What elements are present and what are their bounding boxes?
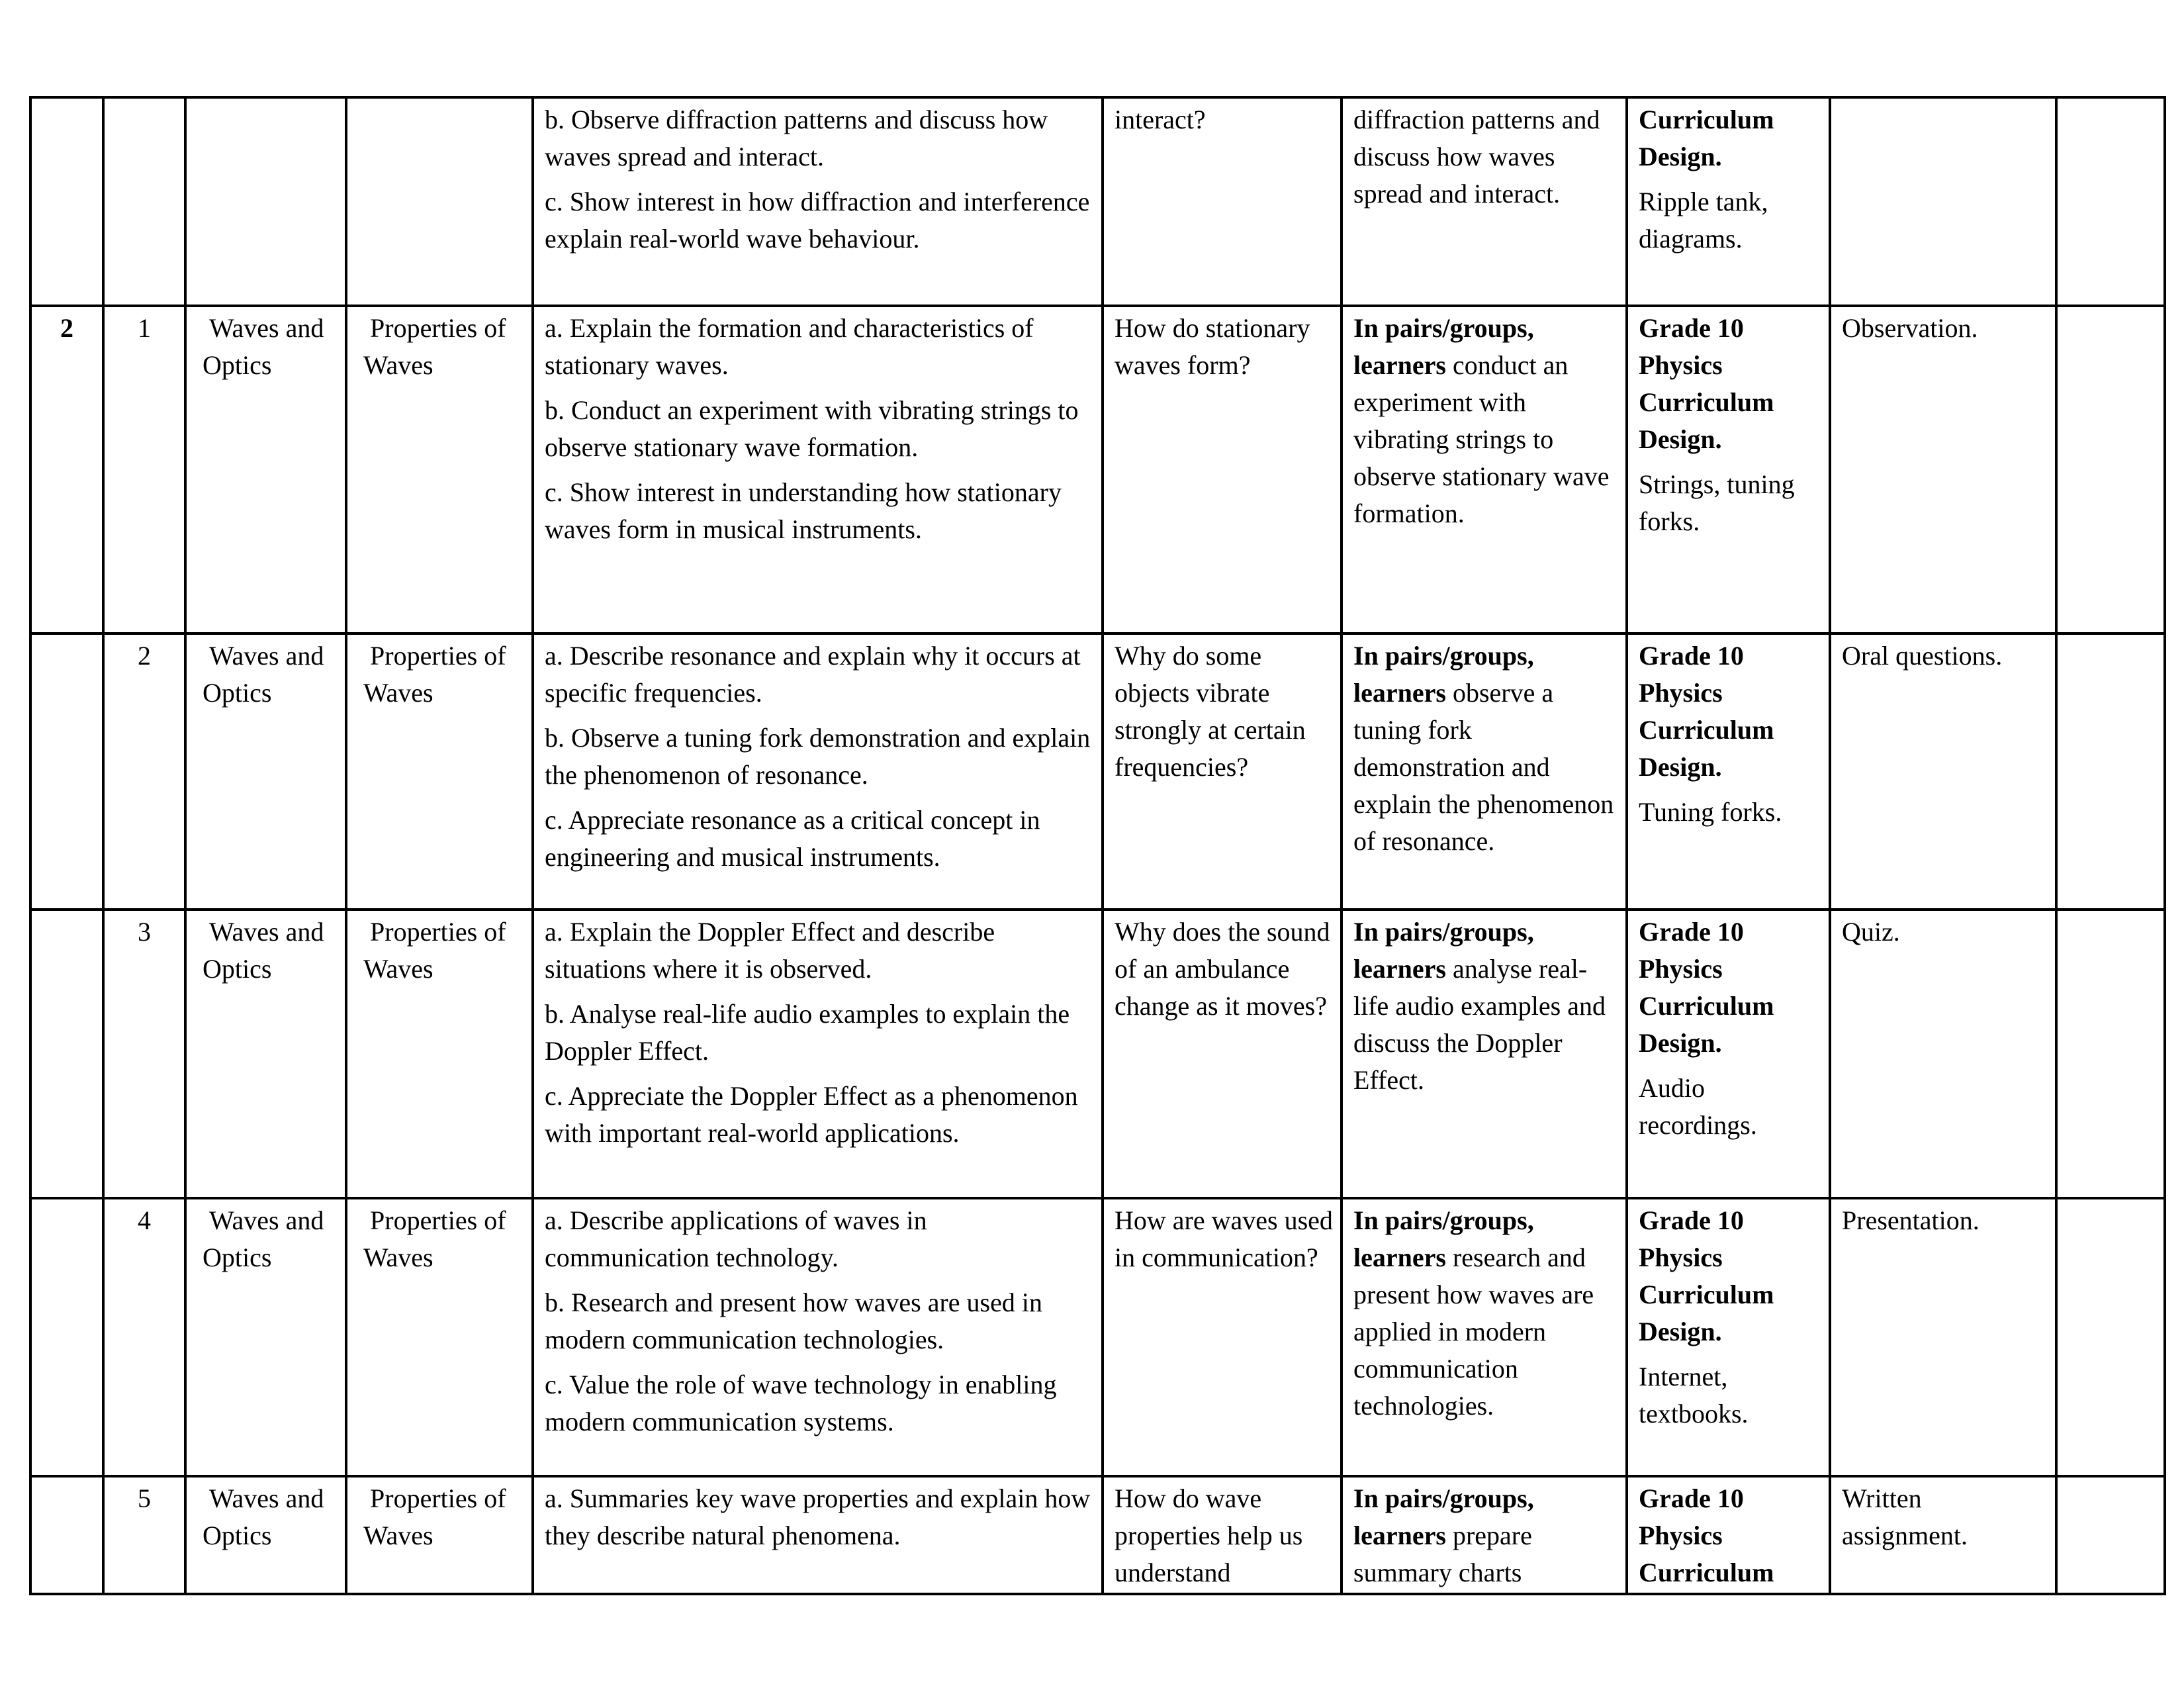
- outcome-item: a. Explain the Doppler Effect and describe situations where it is observed.: [545, 917, 995, 984]
- lesson-cell: 3: [103, 910, 185, 1198]
- resources-cell: [1627, 306, 1830, 633]
- outcome-item: b. Observe a tuning fork demonstration and explain the phenomenon of resonance.: [545, 723, 1091, 790]
- outcomes-cell: [533, 97, 1103, 306]
- lesson-cell: 4: [103, 1198, 185, 1476]
- outcomes-cell: [533, 1198, 1103, 1476]
- outcome-item: a. Describe resonance and explain why it occurs at specific frequencies.: [545, 641, 1081, 708]
- remarks-cell: [2056, 306, 2165, 633]
- outcome-item: c. Appreciate the Doppler Effect as a phenomenon with important real-world applications.: [545, 1081, 1078, 1148]
- experiences-cell: [1342, 910, 1627, 1198]
- table-row: [30, 306, 2165, 633]
- resources-bold: Grade 10 Physics Curriculum: [1639, 1483, 1774, 1587]
- strand-cell: Waves and Optics: [185, 633, 346, 910]
- inquiry-cell: How are waves used in communication?: [1103, 1198, 1342, 1476]
- assessment-cell: Written assignment.: [1830, 1476, 2056, 1594]
- experiences-bold: In pairs/groups, learners: [1353, 641, 1534, 708]
- inquiry-cell: How do stationary waves form?: [1103, 306, 1342, 633]
- resources-cell: [1627, 910, 1830, 1198]
- lesson-cell: [103, 97, 185, 306]
- experiences-bold: In pairs/groups, learners: [1353, 1205, 1534, 1272]
- outcome-item: b. Analyse real-life audio examples to explain the Doppler Effect.: [545, 999, 1070, 1066]
- table-row: [30, 633, 2165, 910]
- assessment-cell: Quiz.: [1830, 910, 2056, 1198]
- remarks-cell: [2056, 910, 2165, 1198]
- resources-bold: Grade 10 Physics Curriculum Design.: [1639, 917, 1774, 1058]
- substrand-cell: Properties of Waves: [346, 633, 533, 910]
- experiences-cell: [1342, 97, 1627, 306]
- resources-cell: [1627, 633, 1830, 910]
- substrand-cell: Properties of Waves: [346, 1476, 533, 1594]
- lesson-cell: 5: [103, 1476, 185, 1594]
- experiences-bold: In pairs/groups, learners: [1353, 1483, 1534, 1550]
- strand-cell: [185, 97, 346, 306]
- remarks-cell: [2056, 633, 2165, 910]
- experiences-cell: [1342, 633, 1627, 910]
- resources-bold: Grade 10 Physics Curriculum Design.: [1639, 1205, 1774, 1346]
- strand-cell: Waves and Optics: [185, 910, 346, 1198]
- experiences-cell: [1342, 306, 1627, 633]
- resources-text: Strings, tuning forks.: [1639, 469, 1795, 536]
- resources-text: Audio recordings.: [1639, 1073, 1757, 1140]
- week-cell: [30, 1476, 103, 1594]
- table-row: [30, 910, 2165, 1198]
- assessment-cell: Observation.: [1830, 306, 2056, 633]
- outcome-item: c. Appreciate resonance as a critical concept in engineering and musical instruments.: [545, 805, 1040, 872]
- experiences-text: diffraction patterns and discuss how waves spread and interact.: [1353, 105, 1600, 209]
- resources-bold: Grade 10 Physics Curriculum Design.: [1639, 641, 1774, 782]
- week-cell: [30, 97, 103, 306]
- table-row: [30, 97, 2165, 306]
- outcomes-cell: [533, 910, 1103, 1198]
- resources-bold: Curriculum Design.: [1639, 105, 1774, 171]
- resources-cell: [1627, 1198, 1830, 1476]
- outcomes-cell: [533, 1476, 1103, 1594]
- resources-cell: [1627, 1476, 1830, 1594]
- substrand-cell: Properties of Waves: [346, 306, 533, 633]
- outcome-item: a. Summaries key wave properties and explain how they describe natural phenomena.: [545, 1483, 1091, 1550]
- experiences-bold: In pairs/groups, learners: [1353, 313, 1534, 380]
- outcomes-cell: [533, 633, 1103, 910]
- outcome-item: b. Observe diffraction patterns and discuss how waves spread and interact.: [545, 105, 1048, 171]
- inquiry-cell: interact?: [1103, 97, 1342, 306]
- lesson-cell: 1: [103, 306, 185, 633]
- lesson-cell: 2: [103, 633, 185, 910]
- remarks-cell: [2056, 1476, 2165, 1594]
- table-row: [30, 1476, 2165, 1594]
- resources-bold: Grade 10 Physics Curriculum Design.: [1639, 313, 1774, 454]
- experiences-cell: [1342, 1198, 1627, 1476]
- substrand-cell: Properties of Waves: [346, 1198, 533, 1476]
- week-cell: [30, 910, 103, 1198]
- experiences-text: analyse real-life audio examples and discuss the Doppler Effect.: [1353, 954, 1606, 1095]
- resources-text: Tuning forks.: [1639, 797, 1782, 827]
- outcome-item: b. Conduct an experiment with vibrating strings to observe stationary wave formation.: [545, 395, 1079, 462]
- week-cell: 2: [30, 306, 103, 633]
- experiences-bold: In pairs/groups, learners: [1353, 917, 1534, 984]
- experiences-text: research and present how waves are applied in modern communication technologies.: [1353, 1243, 1594, 1421]
- scheme-of-work-table: [29, 96, 2166, 1595]
- week-cell: [30, 633, 103, 910]
- outcome-item: a. Describe applications of waves in communication technology.: [545, 1205, 927, 1272]
- resources-cell: [1627, 97, 1830, 306]
- experiences-cell: [1342, 1476, 1627, 1594]
- outcome-item: c. Show interest in how diffraction and interference explain real-world wave behaviour.: [545, 187, 1090, 254]
- experiences-text: prepare summary charts: [1353, 1521, 1532, 1587]
- experiences-text: observe a tuning fork demonstration and explain the phenomenon of resonance.: [1353, 678, 1614, 856]
- remarks-cell: [2056, 97, 2165, 306]
- outcome-item: c. Value the role of wave technology in enabling modern communication systems.: [545, 1370, 1057, 1436]
- assessment-cell: [1830, 97, 2056, 306]
- outcome-item: c. Show interest in understanding how stationary waves form in musical instruments.: [545, 477, 1062, 544]
- assessment-cell: Oral questions.: [1830, 633, 2056, 910]
- week-cell: [30, 1198, 103, 1476]
- substrand-cell: [346, 97, 533, 306]
- experiences-text: conduct an experiment with vibrating strings to observe stationary wave formation.: [1353, 350, 1610, 528]
- strand-cell: Waves and Optics: [185, 306, 346, 633]
- inquiry-cell: Why does the sound of an ambulance change as it moves?: [1103, 910, 1342, 1198]
- resources-text: Internet, textbooks.: [1639, 1362, 1749, 1429]
- outcomes-cell: [533, 306, 1103, 633]
- outcome-item: b. Research and present how waves are used in modern communication technologies.: [545, 1288, 1042, 1354]
- strand-cell: Waves and Optics: [185, 1476, 346, 1594]
- remarks-cell: [2056, 1198, 2165, 1476]
- strand-cell: Waves and Optics: [185, 1198, 346, 1476]
- inquiry-cell: Why do some objects vibrate strongly at certain frequencies?: [1103, 633, 1342, 910]
- resources-text: Ripple tank, diagrams.: [1639, 187, 1768, 254]
- outcome-item: a. Explain the formation and characteristics of stationary waves.: [545, 313, 1034, 380]
- assessment-cell: Presentation.: [1830, 1198, 2056, 1476]
- substrand-cell: Properties of Waves: [346, 910, 533, 1198]
- table-row: [30, 1198, 2165, 1476]
- inquiry-cell: How do wave properties help us understand: [1103, 1476, 1342, 1594]
